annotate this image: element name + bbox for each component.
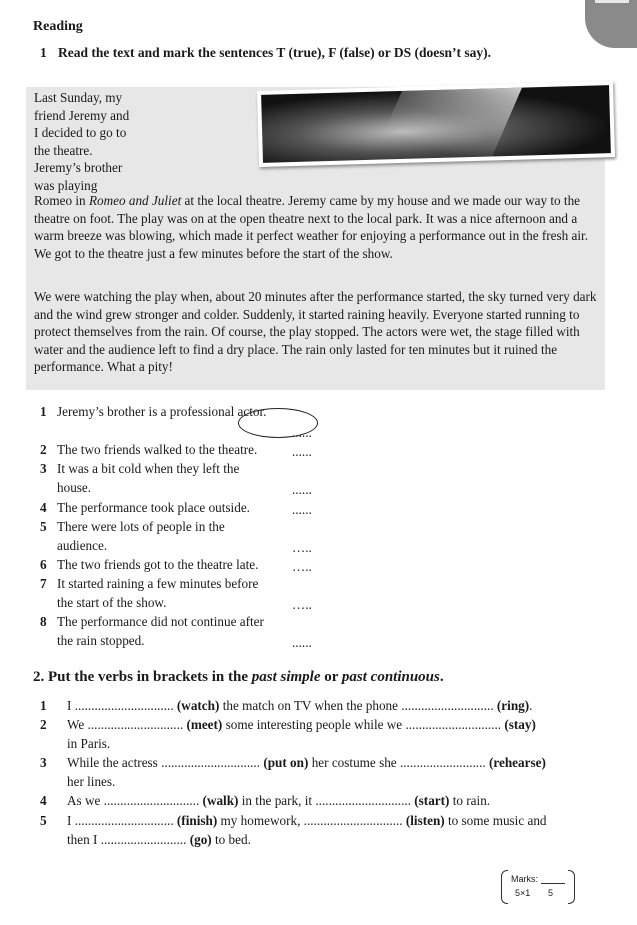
exercise-1-number: 1 (40, 45, 47, 60)
exercise-2-line (40, 772, 115, 791)
sentence-number: 5 (40, 813, 47, 828)
text-line: Last Sunday, my (34, 90, 123, 105)
question-number: 3 (40, 461, 47, 476)
exercise-2-line (40, 753, 546, 772)
answer-blank[interactable]: ...... (292, 482, 312, 498)
question-text: The two friends got to the theatre late. (57, 557, 259, 572)
verb-prompt: (walk) (202, 793, 239, 808)
sentence-text: to some music and (444, 813, 547, 828)
exercise-2-title: 2. Put the verbs in brackets in the past simple or past continuous. (33, 669, 444, 685)
sentence-number: 4 (40, 793, 47, 808)
sentence-text: the match on TV when the phone (219, 698, 402, 713)
answer-blank[interactable]: ............................ (401, 698, 497, 713)
verb-prompt: (rehearse) (488, 755, 546, 770)
verb-prompt: (ring) (496, 698, 530, 713)
marks-total: 5 (548, 888, 554, 898)
exercise-2-line (40, 811, 547, 830)
answer-blank[interactable]: ...... (292, 635, 312, 651)
question-number: 5 (40, 519, 47, 534)
answer-blank[interactable]: .............................. (161, 755, 264, 770)
paragraph-text: at the local theatre. Jeremy came by my house and we made our way to the theatre on foot. The play was on at the open theatre next to the local park. It was a nice afternoon and a warm breeze was blowing, which made it perfect weather for enjoying a performance out in the fresh air. We got to the theatre just a few minutes before the start of the show. (34, 193, 589, 261)
verb-prompt: (start) (414, 793, 450, 808)
question-number: 1 (40, 404, 47, 419)
exercise-2-line (40, 791, 490, 810)
sentence-text: We (67, 717, 88, 732)
reading-paragraph-2: We were watching the play when, about 20 minutes after the performance started, the sky turned very dark and the wind grew stronger and colder. Suddenly, it started raining heavily. Everyone started running to protect themselves from the rain. Of course, the play stopped. The actors were wet, the stage filled with water and the audience left to find a dry place. The rain only lasted for ten minutes but it ruined the performance. What a pity! (34, 289, 597, 374)
answer-blank[interactable]: ............................. (103, 793, 203, 808)
verb-prompt: (finish) (176, 813, 218, 828)
exercise-2-line (40, 734, 110, 753)
sentence-text: As we (67, 793, 104, 808)
question-text: The two friends walked to the theatre. (57, 442, 258, 457)
answer-blank[interactable]: ...... (292, 425, 312, 441)
marks-label: Marks: (511, 874, 538, 884)
answer-blank[interactable]: .............................. (74, 813, 177, 828)
answer-blank[interactable]: ….. (292, 540, 312, 556)
question-number: 8 (40, 614, 47, 629)
paragraph-text: Romeo in (34, 193, 89, 208)
sentence-text: her lines. (67, 774, 116, 789)
answer-blank[interactable]: ...... (292, 502, 312, 517)
answer-blank[interactable]: .......................... (100, 832, 190, 847)
sentence-text: in Paris. (67, 736, 111, 751)
answer-blank[interactable]: ….. (292, 559, 312, 574)
section-heading: Reading (33, 19, 83, 34)
play-title: Romeo and Juliet (88, 193, 182, 208)
text-line: was playing (34, 177, 98, 193)
answer-blank[interactable]: ….. (292, 597, 312, 613)
sentence-text: While the actress (67, 755, 162, 770)
sentence-text: in the park, it (238, 793, 316, 808)
question-number: 6 (40, 557, 47, 572)
answer-blank[interactable]: ............................. (315, 793, 415, 808)
rain-photo (257, 81, 615, 167)
question-text: There were lots of people in the audience. (57, 519, 225, 554)
sentence-text: I (67, 813, 75, 828)
question-number: 7 (40, 576, 47, 591)
exercise-2-line (40, 715, 536, 734)
answer-blank[interactable]: ...... (292, 444, 312, 459)
sentence-number: 1 (40, 698, 47, 713)
sentence-text: . (529, 698, 533, 713)
sentence-text: I (67, 698, 75, 713)
answer-circle-mark (238, 408, 318, 438)
reading-text-intro (34, 89, 144, 194)
sentence-number: 2 (40, 717, 47, 732)
sentence-text: to bed. (211, 832, 251, 847)
question-text: The performance did not continue after the rain stopped. (57, 614, 264, 649)
answer-blank[interactable]: ............................. (405, 717, 505, 732)
text-line: friend Jeremy and (34, 107, 130, 123)
answer-blank[interactable]: .............................. (303, 813, 406, 828)
sentence-text: some interesting people while we (222, 717, 406, 732)
exercise-2-line (40, 830, 251, 849)
sentence-text: her costume she (308, 755, 400, 770)
marks-multiplier: 5×1 (515, 888, 531, 898)
answer-blank[interactable]: .......................... (399, 755, 489, 770)
sentence-number: 3 (40, 755, 47, 770)
answer-blank[interactable]: ............................. (87, 717, 187, 732)
question-text: The performance took place outside. (57, 500, 250, 515)
question-number: 2 (40, 442, 47, 457)
page-corner-tab (585, 0, 637, 48)
sentence-text: my homework, (217, 813, 304, 828)
exercise-1-title (40, 45, 491, 61)
sentence-text: to rain. (449, 793, 491, 808)
verb-prompt: (listen) (405, 813, 445, 828)
verb-prompt: (watch) (176, 698, 220, 713)
marks-box (501, 870, 575, 902)
reading-paragraph-1 (34, 192, 599, 262)
verb-prompt: (go) (189, 832, 212, 847)
question-text: It started raining a few minutes before the start of the show. (57, 576, 259, 611)
sentence-text: then I (67, 832, 101, 847)
question-text: Jeremy’s brother is a professional actor. (57, 404, 267, 419)
verb-prompt: (put on) (263, 755, 309, 770)
question-number: 4 (40, 500, 47, 515)
question-text: It was a bit cold when they left the house. (57, 461, 240, 496)
verb-prompt: (stay) (504, 717, 536, 732)
text-line: the theatre. (34, 142, 93, 158)
exercise-1-instruction: Read the text and mark the sentences T (true), F (false) or DS (doesn’t say). (58, 45, 491, 60)
text-line: Jeremy’s brother (34, 160, 123, 175)
exercise-2-line (40, 696, 532, 715)
answer-blank[interactable]: .............................. (74, 698, 177, 713)
text-line: I decided to go to (34, 125, 127, 140)
verb-prompt: (meet) (186, 717, 223, 732)
